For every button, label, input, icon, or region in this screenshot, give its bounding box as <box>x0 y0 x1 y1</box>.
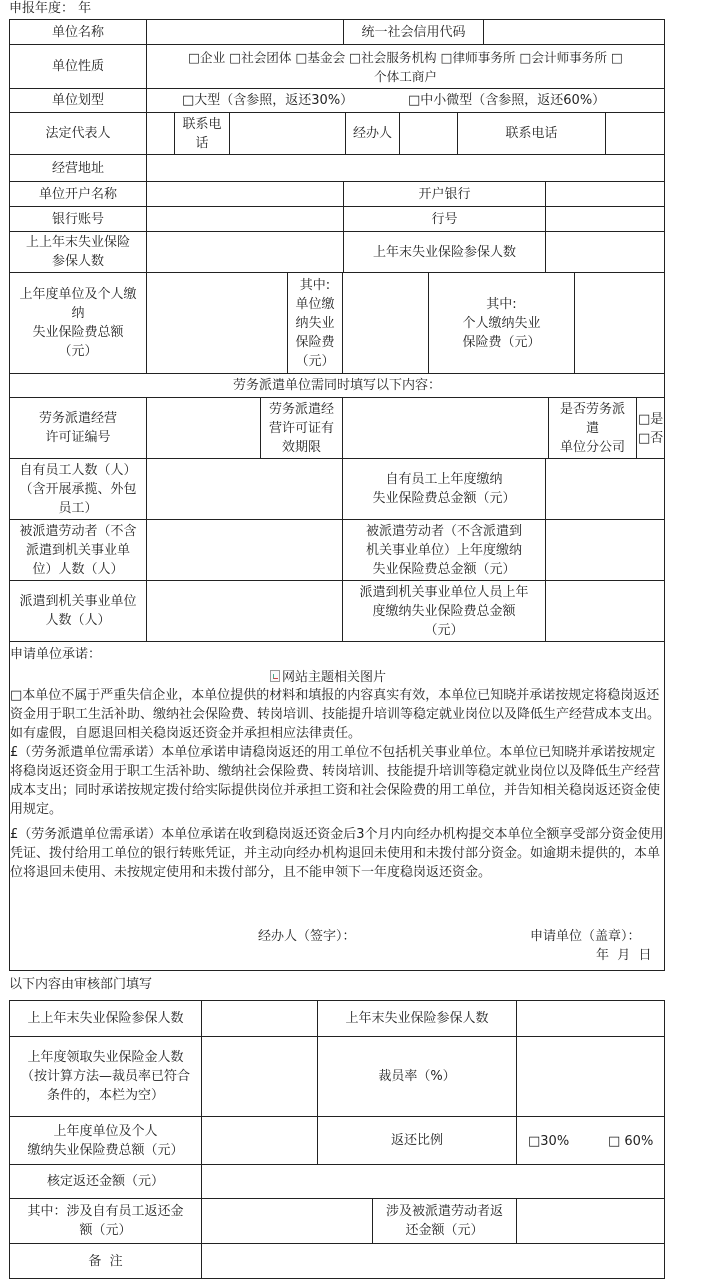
type-large-checkbox[interactable]: □大型（含参照，返还30%） <box>182 93 354 108</box>
account-name-label: 单位开户名称 <box>38 186 117 202</box>
branch-no-checkbox[interactable]: □否 <box>638 431 664 446</box>
license-validity-label: 劳务派遣经 营许可证有 效期限 <box>268 401 334 455</box>
handler-phone-field[interactable] <box>606 113 664 154</box>
commitment-para-1[interactable]: □本单位不属于严重失信企业，本单位提供的材料和填报的内容真实有效，本单位已知晓并承诺按规定将稳岗返还资金用于职工生活补助、缴纳社会保险费、转岗培训、技能提升培训等稳定就业岗位以及降低生产经营成本支出。如有虚假，自愿退回相关稳岗返还资金并承担相应法律责任。 <box>10 688 661 741</box>
handler-label: 经办人 <box>352 126 392 141</box>
remarks-label: 备 注 <box>88 1253 123 1269</box>
branch-question-label: 是否劳务派 遣 单位分公司 <box>559 401 625 455</box>
prev-insured-label: 上年末失业保险参保人数 <box>372 244 516 260</box>
handler-field[interactable] <box>400 113 457 154</box>
handler-phone-label: 联系电话 <box>505 126 558 141</box>
own-fee-label: 自有员工上年度缴纳 失业保险费总金额（元） <box>372 472 516 506</box>
credit-code-label: 统一社会信用代码 <box>361 24 466 40</box>
address-field[interactable] <box>147 155 664 181</box>
unit-name-field[interactable] <box>147 20 343 44</box>
license-validity-field[interactable] <box>343 398 548 458</box>
commitment-title: 申请单位承诺： <box>10 647 102 662</box>
legal-rep-label: 法定代表人 <box>45 126 111 141</box>
license-no-field[interactable] <box>147 398 260 458</box>
review-prev2-insured-field[interactable] <box>202 1001 317 1036</box>
benefit-count-field[interactable] <box>202 1037 317 1116</box>
address-label: 经营地址 <box>51 160 104 176</box>
prev2-insured-label: 上上年末失业保险 参保人数 <box>25 235 130 269</box>
account-no-label: 银行账号 <box>51 211 104 227</box>
bank-label: 开户银行 <box>418 186 471 202</box>
dispatched-count-field[interactable] <box>147 520 342 580</box>
unit-fee-label: 其中: 单位缴 纳失业 保险费 （元） <box>295 277 335 369</box>
gov-count-label: 派遣到机关事业单位 人数（人） <box>19 594 137 628</box>
gov-count-field[interactable] <box>147 581 342 641</box>
unit-nature-label: 单位性质 <box>51 59 104 74</box>
contact-phone-label: 联系电 话 <box>182 116 222 151</box>
contact-phone-field[interactable] <box>230 113 345 154</box>
own-staff-label: 自有员工人数（人） （含开展承揽、外包 员工） <box>19 462 137 516</box>
declaration-year: 申报年度： 年 <box>9 1 92 16</box>
image-alt-text: 网站主题相关图片 <box>282 670 387 685</box>
layoff-rate-field[interactable] <box>517 1037 664 1116</box>
review-prev-insured-label: 上年末失业保险参保人数 <box>345 1011 489 1026</box>
bank-no-field[interactable] <box>546 207 664 231</box>
broken-image-icon <box>270 666 386 685</box>
approved-amount-field[interactable] <box>202 1165 664 1198</box>
ratio-60-checkbox[interactable]: □ 60% <box>608 1134 654 1149</box>
commitment-para-3[interactable]: £（劳务派遣单位需承诺）本单位承诺在收到稳岗返还资金后3个月内向经办机构提交本单位全额享受部分资金使用凭证、拨付给用工单位的银行转账凭证，并主动向经办机构退回未使用和未拨付部分资金。如逾期未提供的，本单位将退回未使用、未按规定使用和未拨付部分，且不能申领下一年度稳岗返还资金。 <box>10 827 664 880</box>
refund-ratio-label: 返还比例 <box>390 1133 443 1148</box>
type-small-checkbox[interactable]: □中小微型（含参照，返还60%） <box>408 93 606 108</box>
handler-signature[interactable]: 经办人（签字）： <box>258 929 356 944</box>
personal-fee-field[interactable] <box>575 273 664 373</box>
gov-fee-field[interactable] <box>546 581 664 641</box>
unit-fee-field[interactable] <box>343 273 428 373</box>
benefit-count-label: 上年度领取失业保险金人数 （按计算方法—裁员率已符合 条件的，本栏为空） <box>20 1050 190 1103</box>
unit-type-label: 单位划型 <box>51 93 104 108</box>
commitment-para-2[interactable]: £（劳务派遣单位需承诺）本单位承诺申请稳岗返还的用工单位不包括机关事业单位。本单位已知晓并承诺按规定将稳岗返还资金用于职工生活补助、缴纳社会保险费、转岗培训、技能提升培训等稳定就业岗位以及降低生产经营成本支出；同时承诺按规定拨付给实际提供岗位并承担工资和社会保险费的用工单位，并告知相关稳岗返还资金使用规定。 <box>10 745 661 817</box>
review-prev2-insured-label: 上上年末失业保险参保人数 <box>27 1011 184 1026</box>
dispatch-refund-field[interactable] <box>517 1199 664 1243</box>
total-fee-field[interactable] <box>147 273 287 373</box>
layoff-rate-label: 裁员率（%） <box>378 1069 456 1084</box>
dispatched-fee-field[interactable] <box>546 520 664 580</box>
sign-date[interactable]: 年 月 日 <box>596 948 652 963</box>
review-total-fee-label: 上年度单位及个人 缴纳失业保险费总额（元） <box>27 1123 184 1158</box>
unit-nature-options[interactable]: □企业 □社会团体 □基金会 □社会服务机构 □律师事务所 □会计师事务所 □ 个体工商户 <box>188 49 623 84</box>
own-refund-label: 其中：涉及自有员工返还金 额（元） <box>27 1204 184 1238</box>
bank-field[interactable] <box>546 182 664 206</box>
credit-code-field[interactable] <box>484 20 664 44</box>
prev2-insured-field[interactable] <box>147 232 343 272</box>
unit-name-label: 单位名称 <box>51 24 104 40</box>
own-staff-field[interactable] <box>147 459 342 519</box>
legal-rep-field[interactable] <box>147 113 174 154</box>
account-no-field[interactable] <box>147 207 343 231</box>
personal-fee-label: 其中: 个人缴纳失业 保险费（元） <box>462 296 541 350</box>
dispatched-count-label: 被派遣劳动者（不含 派遣到机关事业单 位）人数（人） <box>19 523 137 577</box>
review-section-title: 以下内容由审核部门填写 <box>9 977 153 992</box>
total-fee-label: 上年度单位及个人缴 纳 失业保险费总额 （元） <box>19 287 137 359</box>
dispatch-refund-label: 涉及被派遣劳动者返 还金额（元） <box>385 1204 503 1238</box>
ratio-30-checkbox[interactable]: □30% <box>528 1134 570 1149</box>
branch-yes-checkbox[interactable]: □是 <box>638 412 664 427</box>
own-fee-field[interactable] <box>546 459 664 519</box>
account-name-field[interactable] <box>147 182 343 206</box>
unit-seal[interactable]: 申请单位（盖章）： <box>530 929 641 944</box>
approved-amount-label: 核定返还金额（元） <box>46 1174 164 1189</box>
license-no-label: 劳务派遣经营 许可证编号 <box>38 411 117 445</box>
prev-insured-field[interactable] <box>546 232 664 272</box>
bank-no-label: 行号 <box>431 211 458 227</box>
gov-fee-label: 派遣到机关事业单位人员上年 度缴纳失业保险费总金额 （元） <box>359 584 529 638</box>
own-refund-field[interactable] <box>202 1199 372 1243</box>
remarks-field[interactable] <box>202 1244 664 1278</box>
review-total-fee-field[interactable] <box>202 1117 317 1164</box>
dispatch-section-header: 劳务派遣单位需同时填写以下内容： <box>232 378 441 393</box>
dispatched-fee-label: 被派遣劳动者（不含派遣到 机关事业单位）上年度缴纳 失业保险费总金额（元） <box>365 523 522 577</box>
review-prev-insured-field[interactable] <box>517 1001 664 1036</box>
